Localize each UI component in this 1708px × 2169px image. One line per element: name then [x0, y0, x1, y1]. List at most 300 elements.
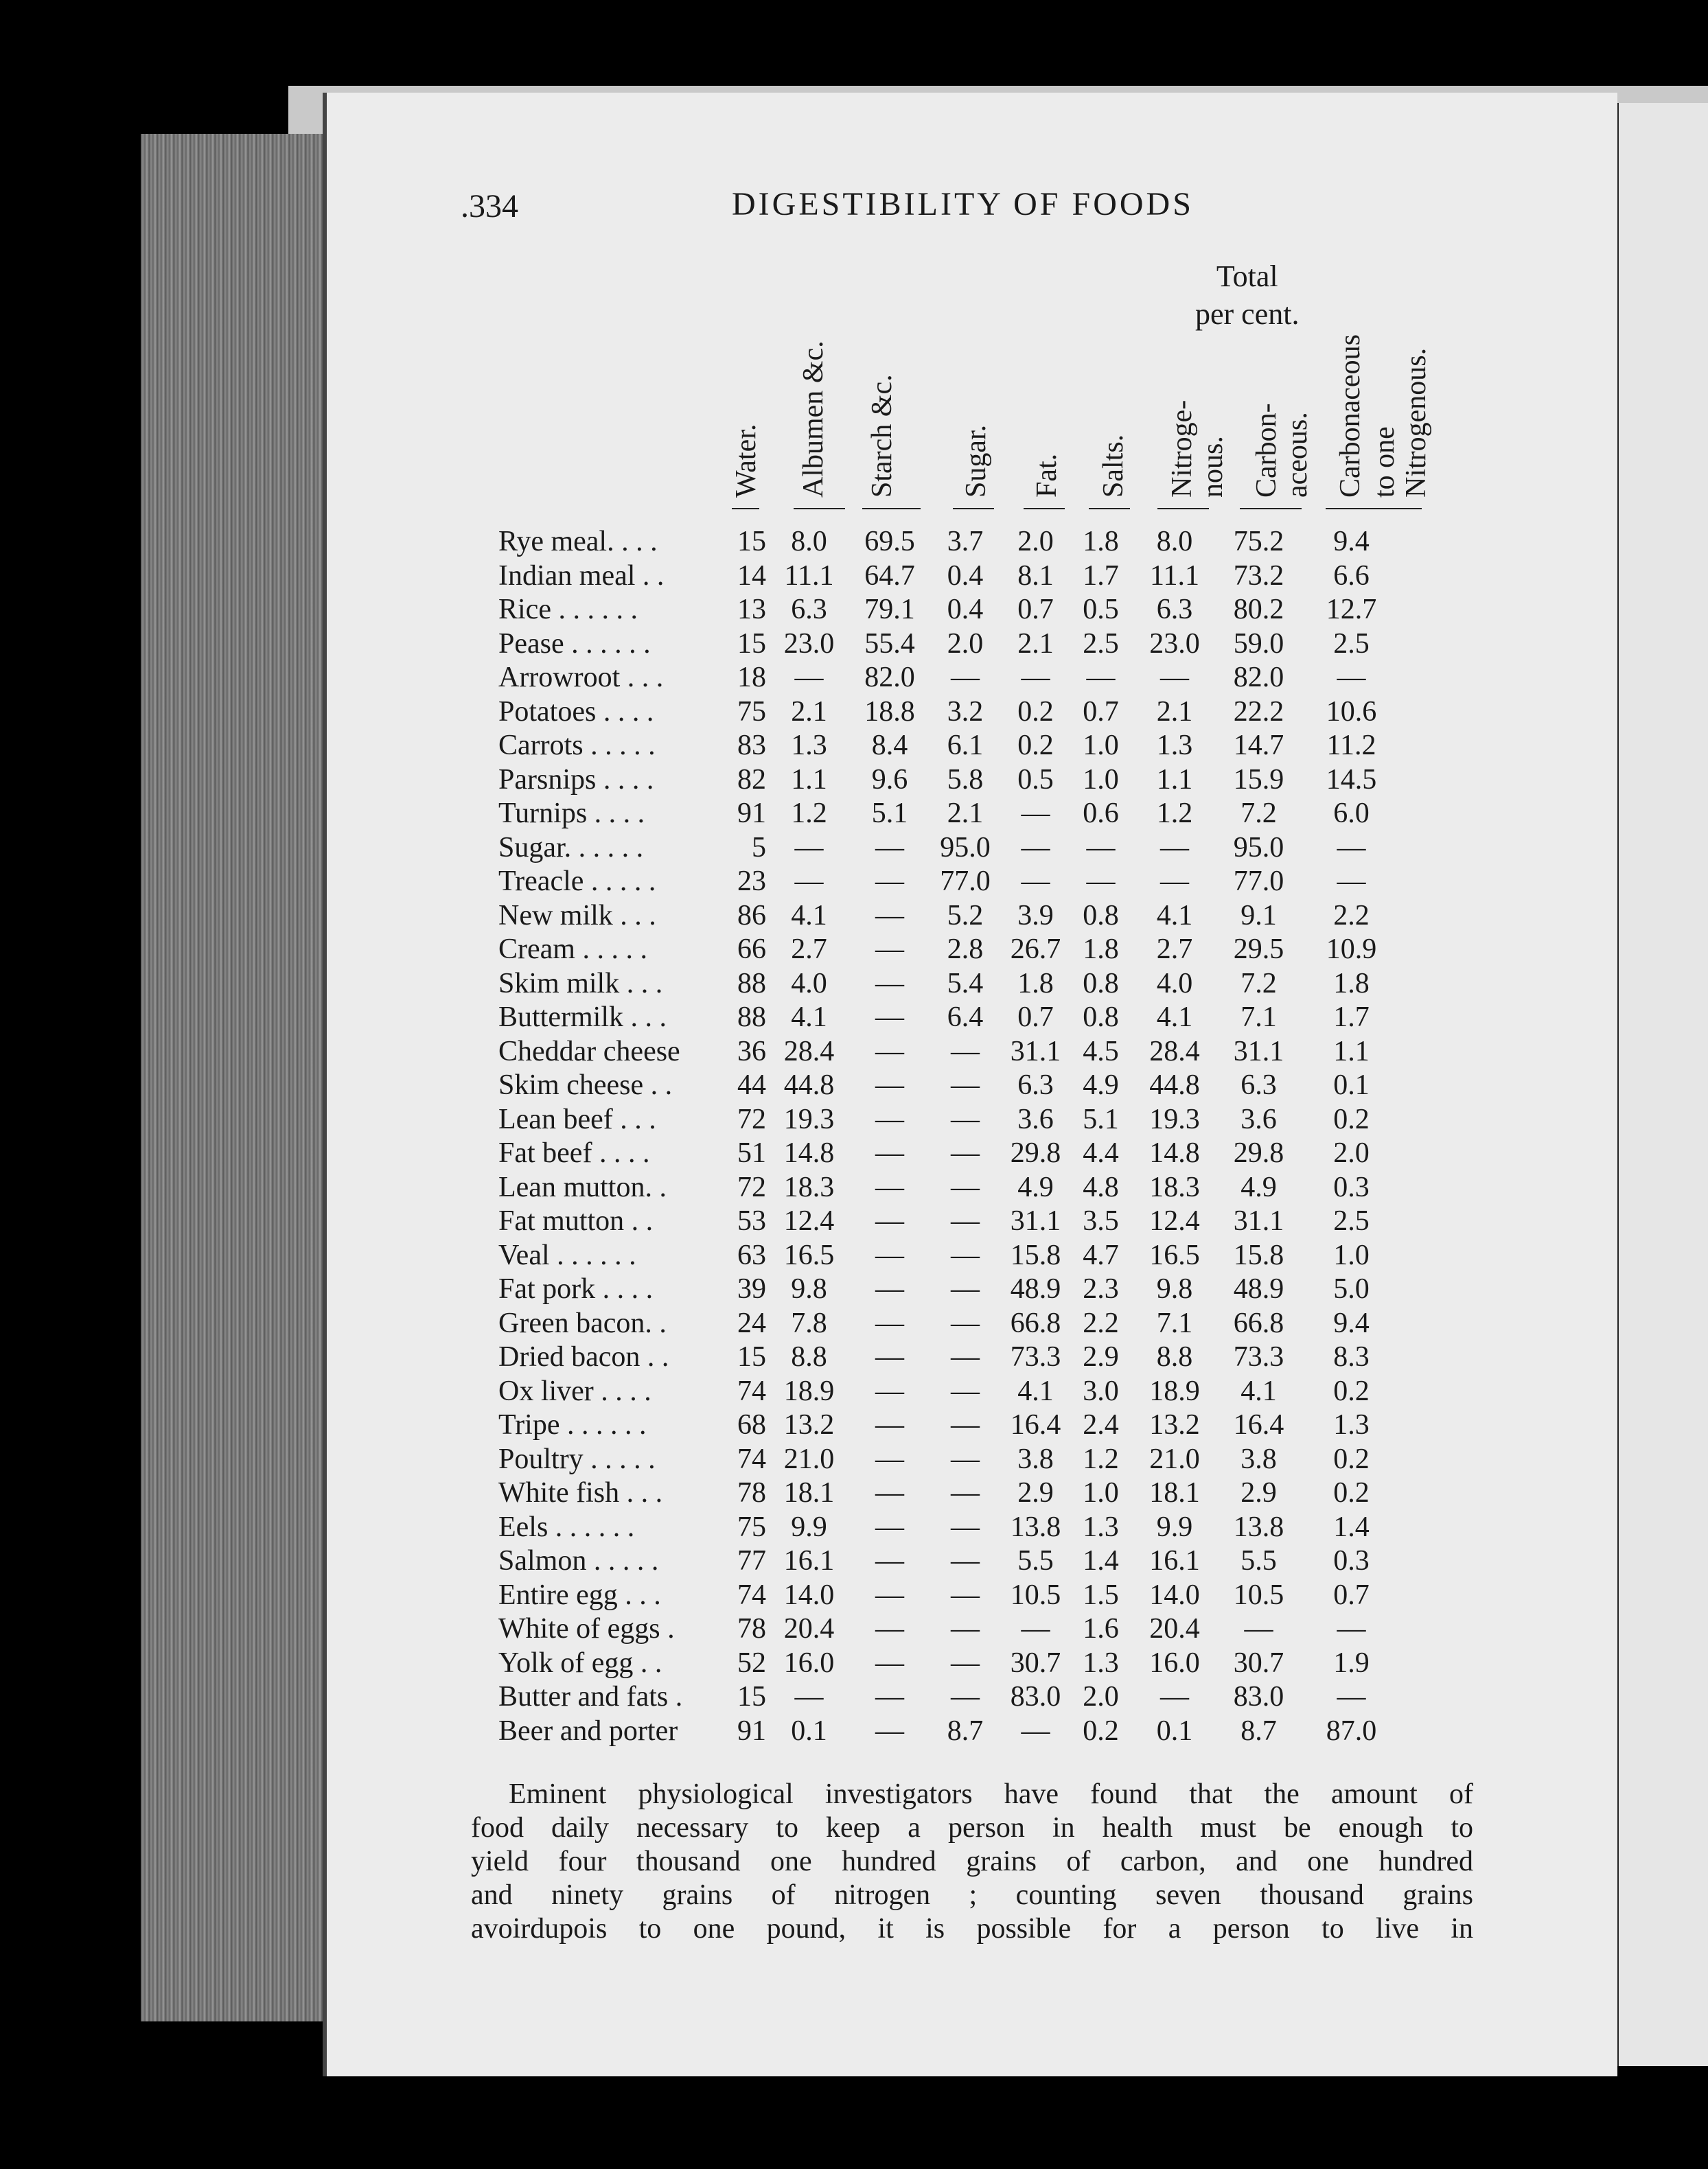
cell-carbon: 29.8 [1233, 1137, 1284, 1169]
cell-salts: 4.5 [1083, 1035, 1119, 1067]
table-row [498, 627, 1401, 662]
cell-fat: 83.0 [1010, 1681, 1061, 1713]
cell-nitro: 18.3 [1149, 1171, 1200, 1203]
table-row [498, 559, 1401, 594]
cell-starch: — [875, 1409, 904, 1441]
table-row [498, 661, 1401, 695]
cell-albumen: — [794, 866, 824, 897]
table-row [498, 1612, 1401, 1647]
cell-sugar: 2.0 [947, 627, 984, 660]
cell-ratio: 0.2 [1333, 1103, 1370, 1135]
table-row [498, 1511, 1401, 1545]
cell-sugar: 6.4 [947, 1001, 984, 1033]
cell-carbon: 29.5 [1233, 933, 1284, 965]
header-ratio-3: Nitrogenous. [1400, 347, 1432, 498]
header-salts: Salts. [1098, 434, 1129, 498]
header-water: Water. [730, 424, 762, 498]
table-row [498, 933, 1401, 967]
table-row [498, 1647, 1401, 1681]
cell-fat: 2.9 [1017, 1477, 1054, 1509]
rule-carbonaceous [1240, 508, 1302, 509]
cell-nitro: 1.2 [1156, 798, 1193, 829]
cell-fat: — [1021, 798, 1050, 829]
cell-sugar: — [951, 1647, 980, 1679]
cell-starch: — [875, 1511, 904, 1543]
cell-ratio: 14.5 [1326, 763, 1377, 796]
cell-sugar: — [951, 1069, 980, 1101]
cell-albumen: — [794, 831, 824, 863]
cell-name: Fat beef . . . . [498, 1137, 650, 1169]
cell-name: Rye meal. . . . [498, 526, 658, 557]
cell-fat: 16.4 [1010, 1409, 1061, 1441]
cell-name: Potatoes . . . . [498, 695, 654, 728]
cell-albumen: 4.1 [791, 1001, 827, 1033]
cell-water: 53 [737, 1205, 766, 1237]
cell-water: 13 [737, 594, 766, 625]
table-row [498, 899, 1401, 933]
cell-ratio: 10.9 [1326, 933, 1377, 965]
cell-albumen: — [794, 1681, 824, 1713]
cell-ratio: 2.0 [1333, 1137, 1370, 1169]
cell-ratio: 1.7 [1333, 1001, 1370, 1033]
cell-ratio: 2.5 [1333, 1205, 1370, 1237]
cell-albumen: 20.4 [783, 1613, 835, 1645]
cell-ratio: — [1337, 1613, 1366, 1645]
table-row [498, 1239, 1401, 1273]
cell-ratio: 0.7 [1333, 1579, 1370, 1611]
cell-nitro: 4.1 [1156, 1001, 1193, 1033]
cell-name: Ox liver . . . . [498, 1375, 651, 1407]
cell-nitro: 16.1 [1149, 1545, 1200, 1577]
cell-nitro: 11.1 [1150, 559, 1199, 592]
rule-water [732, 508, 759, 509]
cell-salts: 1.0 [1083, 1477, 1119, 1509]
cell-carbon: 15.8 [1233, 1239, 1284, 1271]
cell-salts: 4.4 [1083, 1137, 1119, 1169]
header-nitrogenous-1: Nitroge- [1166, 399, 1198, 498]
table-row [498, 1205, 1401, 1239]
cell-salts: 2.0 [1083, 1681, 1119, 1713]
cell-albumen: 11.1 [784, 559, 834, 592]
table-row [498, 1001, 1401, 1035]
cell-water: 91 [737, 798, 766, 829]
cell-salts: 1.4 [1083, 1545, 1119, 1577]
header-nitrogenous-2: nous. [1197, 436, 1229, 498]
cell-starch: — [875, 1681, 904, 1713]
cell-fat: 31.1 [1010, 1035, 1061, 1067]
cell-fat: — [1021, 662, 1050, 693]
cell-carbon: 95.0 [1233, 831, 1284, 863]
cell-water: 74 [737, 1375, 766, 1407]
cell-carbon: 4.9 [1240, 1171, 1277, 1203]
cell-starch: — [875, 1239, 904, 1271]
header-total-line2: per cent. [1195, 297, 1300, 331]
cell-salts: 4.9 [1083, 1069, 1119, 1101]
cell-carbon: 73.2 [1233, 559, 1284, 592]
cell-salts: 3.5 [1083, 1205, 1119, 1237]
cell-nitro: 13.2 [1149, 1409, 1200, 1441]
cell-sugar: — [951, 1205, 980, 1237]
header-fat: Fat. [1031, 453, 1063, 498]
cell-salts: — [1086, 662, 1116, 693]
rule-salts [1089, 508, 1130, 509]
cell-water: 77 [737, 1545, 766, 1577]
cell-carbon: 73.3 [1233, 1341, 1284, 1373]
cell-starch: — [875, 1307, 904, 1339]
cell-name: White fish . . . [498, 1477, 663, 1509]
table-row [498, 695, 1401, 730]
cell-name: Entire egg . . . [498, 1579, 661, 1611]
header-starch: Starch &c. [866, 374, 898, 498]
table-row [498, 729, 1401, 763]
paragraph-line: Eminent physiological investigators have found that the amount of [509, 1778, 1473, 1810]
cell-carbon: 22.2 [1233, 695, 1284, 728]
cell-starch: — [875, 1035, 904, 1067]
cell-name: Indian meal . . [498, 559, 665, 592]
page-number: .334 [461, 188, 518, 224]
cell-starch: — [875, 866, 904, 897]
cell-fat: 0.2 [1017, 695, 1054, 728]
cell-name: Turnips . . . . [498, 798, 645, 829]
cell-salts: 0.6 [1083, 798, 1119, 829]
table-row [498, 1171, 1401, 1205]
cell-albumen: 1.2 [791, 798, 827, 829]
cell-starch: 79.1 [864, 594, 915, 625]
header-albumen: Albumen &c. [798, 340, 829, 498]
cell-starch: — [875, 831, 904, 863]
cell-nitro: 4.1 [1156, 899, 1193, 931]
cell-albumen: 18.1 [783, 1477, 835, 1509]
cell-ratio: 1.0 [1333, 1239, 1370, 1271]
cell-fat: 0.7 [1017, 1001, 1054, 1033]
table-row [498, 1341, 1401, 1375]
cell-salts: 0.8 [1083, 967, 1119, 999]
cell-starch: 5.1 [871, 798, 908, 829]
cell-water: 14 [737, 559, 766, 592]
cell-carbon: 6.3 [1240, 1069, 1277, 1101]
cell-albumen: 16.5 [783, 1239, 835, 1271]
cell-sugar: — [951, 1409, 980, 1441]
header-total-line1: Total [1216, 259, 1278, 293]
cell-starch: — [875, 1171, 904, 1203]
cell-water: 23 [737, 866, 766, 897]
cell-nitro: 21.0 [1149, 1443, 1200, 1475]
cell-water: 74 [737, 1579, 766, 1611]
cell-fat: 30.7 [1010, 1647, 1061, 1679]
cell-starch: — [875, 967, 904, 999]
cell-nitro: 14.8 [1149, 1137, 1200, 1169]
cell-albumen: 8.8 [791, 1341, 827, 1373]
cell-ratio: 9.4 [1333, 1307, 1370, 1339]
cell-starch: — [875, 933, 904, 965]
cell-albumen: 14.8 [783, 1137, 835, 1169]
cell-carbon: 9.1 [1240, 899, 1277, 931]
cell-albumen: 8.0 [791, 526, 827, 557]
cell-starch: — [875, 1443, 904, 1475]
cell-name: Salmon . . . . . [498, 1545, 659, 1577]
header-ratio-2: to one [1369, 426, 1400, 498]
cell-water: 5 [752, 831, 766, 863]
cell-nitro: 4.0 [1156, 967, 1193, 999]
cell-albumen: 9.9 [791, 1511, 827, 1543]
cell-carbon: 2.9 [1240, 1477, 1277, 1509]
cell-sugar: 2.8 [947, 933, 984, 965]
cell-name: Poultry . . . . . [498, 1443, 656, 1475]
cell-fat: 8.1 [1017, 559, 1054, 592]
cell-sugar: 8.7 [947, 1715, 984, 1747]
table-row [498, 1103, 1401, 1137]
cell-carbon: 15.9 [1233, 763, 1284, 796]
cell-carbon: 14.7 [1233, 730, 1284, 761]
cell-albumen: 6.3 [791, 594, 827, 625]
cell-nitro: 0.1 [1156, 1715, 1193, 1747]
cell-sugar: — [951, 1171, 980, 1203]
cell-name: Skim milk . . . [498, 967, 663, 999]
cell-sugar: 77.0 [940, 866, 991, 897]
cell-fat: 0.7 [1017, 594, 1054, 625]
cell-ratio: 10.6 [1326, 695, 1377, 728]
header-sugar: Sugar. [960, 424, 992, 498]
cell-ratio: 2.2 [1333, 899, 1370, 931]
cell-water: 88 [737, 967, 766, 999]
cell-sugar: — [951, 1477, 980, 1509]
cell-water: 39 [737, 1273, 766, 1305]
running-head: DIGESTIBILITY OF FOODS [732, 186, 1194, 222]
cell-ratio: — [1337, 831, 1366, 863]
cell-salts: 2.9 [1083, 1341, 1119, 1373]
cell-albumen: 18.3 [783, 1171, 835, 1203]
cell-fat: 29.8 [1010, 1137, 1061, 1169]
cell-ratio: 11.2 [1326, 730, 1376, 761]
cell-nitro: 12.4 [1149, 1205, 1200, 1237]
cell-water: 52 [737, 1647, 766, 1679]
cell-starch: — [875, 1613, 904, 1645]
table-row [498, 1069, 1401, 1103]
header-ratio-1: Carbonaceous [1335, 334, 1366, 498]
cell-carbon: 31.1 [1233, 1035, 1284, 1067]
cell-fat: 13.8 [1010, 1511, 1061, 1543]
cell-ratio: 6.0 [1333, 798, 1370, 829]
cell-salts: 1.5 [1083, 1579, 1119, 1611]
cell-nitro: 2.1 [1156, 695, 1193, 728]
cell-albumen: 16.1 [783, 1545, 835, 1577]
cell-ratio: — [1337, 1681, 1366, 1713]
cell-albumen: 14.0 [783, 1579, 835, 1611]
cell-ratio: 5.0 [1333, 1273, 1370, 1305]
cell-nitro: 18.1 [1149, 1477, 1200, 1509]
cell-carbon: 4.1 [1240, 1375, 1277, 1407]
cell-albumen: 28.4 [783, 1035, 835, 1067]
cell-sugar: — [951, 1103, 980, 1135]
cell-name: Eels . . . . . . [498, 1511, 635, 1543]
cell-ratio: — [1337, 662, 1366, 693]
cell-water: 15 [737, 627, 766, 660]
cell-water: 18 [737, 662, 766, 693]
table-row [498, 1476, 1401, 1511]
cell-ratio: — [1337, 866, 1366, 897]
cell-sugar: — [951, 1681, 980, 1713]
cell-carbon: 16.4 [1233, 1409, 1284, 1441]
cell-salts: 0.5 [1083, 594, 1119, 625]
cell-carbon: 3.6 [1240, 1103, 1277, 1135]
table-row [498, 1273, 1401, 1307]
cell-name: Tripe . . . . . . [498, 1409, 647, 1441]
cell-nitro: 7.1 [1156, 1307, 1193, 1339]
cell-albumen: 1.1 [791, 763, 827, 796]
rule-sugar [953, 508, 994, 509]
cell-albumen: 16.0 [783, 1647, 835, 1679]
cell-ratio: 0.3 [1333, 1545, 1370, 1577]
cell-fat: 0.2 [1017, 730, 1054, 761]
cell-name: Pease . . . . . . [498, 627, 651, 660]
cell-salts: — [1086, 866, 1116, 897]
cell-sugar: — [951, 1579, 980, 1611]
cell-water: 24 [737, 1307, 766, 1339]
table-row [498, 1408, 1401, 1443]
cell-starch: — [875, 1069, 904, 1101]
cell-water: 78 [737, 1477, 766, 1509]
cell-carbon: 80.2 [1233, 594, 1284, 625]
table-row [498, 593, 1401, 627]
cell-sugar: — [951, 662, 980, 693]
cell-albumen: 44.8 [783, 1069, 835, 1101]
cell-water: 72 [737, 1171, 766, 1203]
cell-carbon: 5.5 [1240, 1545, 1277, 1577]
cell-albumen: 0.1 [791, 1715, 827, 1747]
cell-fat: 0.5 [1017, 763, 1054, 796]
cell-sugar: 0.4 [947, 559, 984, 592]
cell-carbon: 77.0 [1233, 866, 1284, 897]
cell-fat: 4.9 [1017, 1171, 1054, 1203]
cell-carbon: 7.2 [1240, 967, 1277, 999]
paragraph-line: avoirdupois to one pound, it is possible for a person to live in [471, 1913, 1473, 1945]
cell-water: 82 [737, 763, 766, 796]
table-row [498, 865, 1401, 899]
cell-nitro: 44.8 [1149, 1069, 1200, 1101]
table-row [498, 1375, 1401, 1409]
cell-water: 78 [737, 1613, 766, 1645]
cell-ratio: 87.0 [1326, 1715, 1377, 1747]
cell-water: 74 [737, 1443, 766, 1475]
cell-ratio: 1.8 [1333, 967, 1370, 999]
cell-sugar: 3.2 [947, 695, 984, 728]
cell-sugar: 95.0 [940, 831, 991, 863]
cell-water: 68 [737, 1409, 766, 1441]
cell-salts: 1.3 [1083, 1511, 1119, 1543]
cell-nitro: — [1160, 662, 1189, 693]
book-page-edges [141, 134, 330, 2021]
cell-sugar: — [951, 1545, 980, 1577]
cell-starch: — [875, 1579, 904, 1611]
cell-fat: 5.5 [1017, 1545, 1054, 1577]
cell-nitro: 19.3 [1149, 1103, 1200, 1135]
cell-salts: 4.7 [1083, 1239, 1119, 1271]
cell-name: Parsnips . . . . [498, 763, 654, 796]
cell-water: 44 [737, 1069, 766, 1101]
food-composition-table [498, 525, 1401, 1748]
cell-water: 63 [737, 1239, 766, 1271]
cell-salts: 3.0 [1083, 1375, 1119, 1407]
cell-salts: 2.5 [1083, 627, 1119, 660]
cell-name: Carrots . . . . . [498, 730, 656, 761]
paragraph-line: and ninety grains of nitrogen ; counting seven thousand grains [471, 1879, 1473, 1911]
cell-carbon: 83.0 [1233, 1681, 1284, 1713]
cell-albumen: 21.0 [783, 1443, 835, 1475]
cell-carbon: 7.2 [1240, 798, 1277, 829]
cell-water: 15 [737, 1681, 766, 1713]
cell-sugar: 5.4 [947, 967, 984, 999]
cell-nitro: 18.9 [1149, 1375, 1200, 1407]
cell-nitro: 16.5 [1149, 1239, 1200, 1271]
table-row [498, 797, 1401, 831]
cell-name: Skim cheese . . [498, 1069, 673, 1101]
cell-starch: — [875, 1001, 904, 1033]
cell-water: 51 [737, 1137, 766, 1169]
cell-name: Dried bacon . . [498, 1341, 669, 1373]
cell-sugar: — [951, 1511, 980, 1543]
table-row [498, 1544, 1401, 1579]
cell-starch: 9.6 [871, 763, 908, 796]
cell-name: Veal . . . . . . [498, 1239, 636, 1271]
cell-ratio: 0.2 [1333, 1443, 1370, 1475]
cell-ratio: 1.4 [1333, 1511, 1370, 1543]
cell-albumen: 4.0 [791, 967, 827, 999]
cell-starch: — [875, 1545, 904, 1577]
cell-fat: — [1021, 1715, 1050, 1747]
cell-fat: 1.8 [1017, 967, 1054, 999]
rule-albumen [794, 508, 845, 509]
cell-ratio: 8.3 [1333, 1341, 1370, 1373]
cell-fat: — [1021, 866, 1050, 897]
table-row [498, 525, 1401, 559]
cell-water: 15 [737, 1341, 766, 1373]
book-page [323, 93, 1617, 2076]
cell-salts: 1.3 [1083, 1647, 1119, 1679]
cell-albumen: 4.1 [791, 899, 827, 931]
cell-fat: — [1021, 831, 1050, 863]
cell-sugar: 6.1 [947, 730, 984, 761]
cell-ratio: 1.1 [1333, 1035, 1370, 1067]
cell-starch: — [875, 1647, 904, 1679]
cell-carbon: 48.9 [1233, 1273, 1284, 1305]
cell-name: Cream . . . . . [498, 933, 647, 965]
table-row [498, 1307, 1401, 1341]
cell-carbon: 13.8 [1233, 1511, 1284, 1543]
cell-fat: 2.1 [1017, 627, 1054, 660]
table-row [498, 831, 1401, 866]
cell-nitro: — [1160, 831, 1189, 863]
cell-carbon: — [1244, 1613, 1273, 1645]
cell-fat: 3.8 [1017, 1443, 1054, 1475]
body-paragraph [471, 1778, 1473, 1946]
cell-nitro: 23.0 [1149, 627, 1200, 660]
cell-starch: 18.8 [864, 695, 915, 728]
cell-ratio: 0.3 [1333, 1171, 1370, 1203]
cell-salts: 1.7 [1083, 559, 1119, 592]
cell-sugar: — [951, 1375, 980, 1407]
cell-water: 75 [737, 695, 766, 728]
cell-carbon: 66.8 [1233, 1307, 1284, 1339]
cell-fat: 3.6 [1017, 1103, 1054, 1135]
cell-sugar: — [951, 1035, 980, 1067]
table-row [498, 1137, 1401, 1171]
cell-starch: — [875, 1715, 904, 1747]
cell-ratio: 0.1 [1333, 1069, 1370, 1101]
cell-carbon: 31.1 [1233, 1205, 1284, 1237]
cell-name: Lean beef . . . [498, 1103, 656, 1135]
cell-salts: 0.2 [1083, 1715, 1119, 1747]
cell-nitro: 20.4 [1149, 1613, 1200, 1645]
